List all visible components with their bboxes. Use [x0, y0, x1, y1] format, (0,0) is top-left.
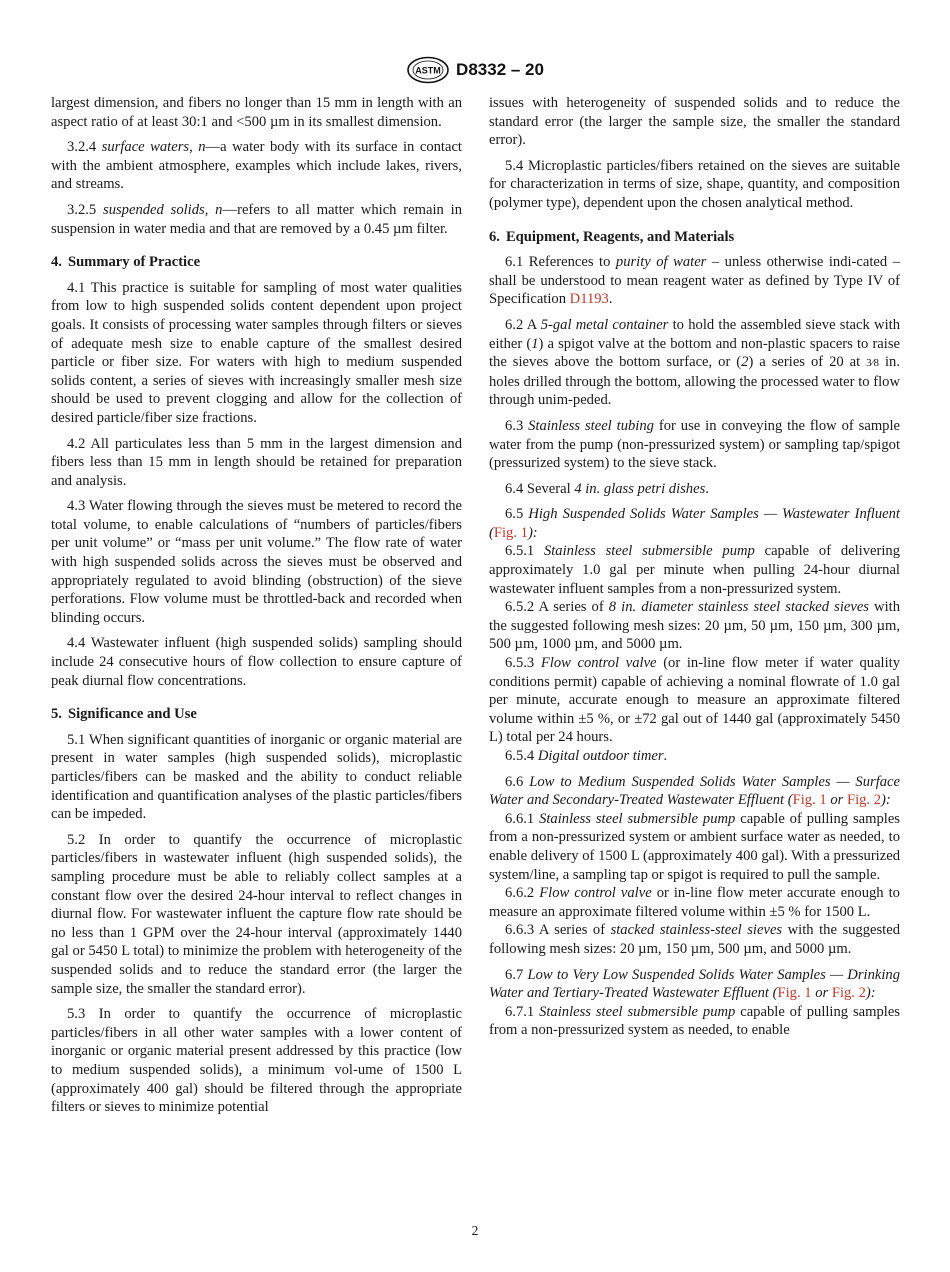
paragraph-4-1: 4.1 This practice is suitable for sampling of most water qualities from low to high suspended solids content dependent upon project goals. It consists of processing water samples through filters or sieves of adequate mesh size to enable capture of the smallest desired particle or fiber size. For waters with high to medium suspended solids content, a series of sieves with increasingly smaller mesh size should be used to prevent clogging and allow for the collection of desired particle/fiber size fractions.: [51, 279, 462, 426]
paragraph-4-4: 4.4 Wastewater influent (high suspended solids) sampling should include 24 consecutive hours of flow collection to ensure capture of peak diurnal flow concentrations.: [51, 635, 462, 689]
section-heading-4: 4. Summary of Practice: [51, 254, 201, 271]
astm-logo-icon: [406, 56, 450, 84]
right-column: [489, 94, 900, 1040]
document-designation: D8332 – 20: [456, 60, 544, 79]
section-heading-6: 6. Equipment, Reagents, and Materials: [489, 228, 735, 245]
fig-1-link[interactable]: Fig. 1: [493, 524, 528, 541]
paragraph-6-5-2: 6.5.2 A series of 8 in. diameter stainless steel stacked sieves with the suggested following mesh sizes: 20 µm, 50 µm, 150 µm, 300 µm, 500 µm, 1000 µm, and 5000 µm.: [489, 599, 900, 653]
astm-logo-text: ASTM: [415, 65, 441, 76]
fig-2-link[interactable]: Fig. 2: [846, 792, 882, 809]
fig-1-link[interactable]: Fig. 1: [792, 792, 827, 809]
paragraph-6-5-4: 6.5.4 Digital outdoor timer.: [505, 748, 668, 764]
paragraph-5-4: 5.4 Microplastic particles/fibers retained on the sieves are suitable for characterization in terms of size, shape, quantity, and composition (polymer type), dependent upon the chosen analytical method.: [489, 157, 900, 211]
paragraph-6-7: 6.7 Low to Very Low Suspended Solids Water Samples — Drinking Water and Tertiary-Treated Wastewater Effluent (Fig. 1 or Fig. 2):: [489, 966, 901, 1002]
page-header: [0, 56, 950, 84]
left-column: [51, 94, 462, 1117]
paragraph-6-5-3: 6.5.3 Flow control valve (or in-line flow meter if water quality conditions permit) capable of achieving a nominal flowrate of 1.0 gal per minute, accurate enough to measure an approximate filtered volume within ±5 %, or ±72 gal out of 1440 gal (approximately 5450 L) total per 24 hours.: [489, 655, 901, 746]
fig-1-link[interactable]: Fig. 1: [777, 985, 812, 1002]
paragraph-5-3: 5.3 In order to quantify the occurrence of microplastic particles/fibers in all other water samples with a lower content of inorganic or organic material present addressed by this practice (low to medium suspended solids), a minimum vol-ume of 1500 L (approximately 400 gal) should be filtered through the appropriate filters or sieves to minimize potential: [51, 1006, 462, 1116]
spec-d1193-link[interactable]: D1193: [569, 291, 609, 308]
paragraph-6-6: 6.6 Low to Medium Suspended Solids Water Samples — Surface Water and Secondary-Treated Wastewater Effluent (Fig. 1 or Fig. 2):: [489, 773, 901, 809]
section-heading-5: 5. Significance and Use: [51, 706, 197, 723]
paragraph-6-2: 6.2 A 5-gal metal container to hold the assembled sieve stack with either (1) a spigot valve at the bottom and non-plastic spacers to raise the sieves above the bottom surface, or (2) a series of 20 at 3⁄8 in. holes drilled through the bottom, allowing the processed water to flow through unim-peded.: [489, 316, 901, 409]
paragraph-6-6-3: 6.6.3 A series of stacked stainless-steel sieves with the suggested following mesh sizes: 20 µm, 150 µm, 500 µm, and 5000 µm.: [489, 922, 900, 957]
paragraph-3-2-4: 3.2.4 surface waters, n—a water body with its surface in contact with the ambient atmosphere, examples which include lakes, rivers, and streams.: [51, 139, 462, 193]
paragraph-6-3: 6.3 Stainless steel tubing for use in conveying the flow of sample water from the pump (non-pressurized system) or sampling tap/spigot (pressurized system) to the sieve stack.: [489, 417, 901, 472]
paragraph-continuation: largest dimension, and fibers no longer than 15 mm in length with an aspect ratio of at least 30:1 and <500 µm in its smallest dimension.: [51, 95, 462, 130]
paragraph-6-5-1: 6.5.1 Stainless steel submersible pump capable of delivering approximately 1.0 gal per minute when pulling 24-hour diurnal wastewater influent samples from a non-pressurized system.: [489, 543, 901, 597]
paragraph-4-3: 4.3 Water flowing through the sieves must be metered to record the total volume, to enable calculations of “numbers of particles/fibers per unit volume” or “mass per unit volume.” The flow rate of water with high suspended solids across the sieves must be observed and appropriately regulated to avoid blinding (obstruction) of the sieve perforations. Flow volume must be throttled-back and recorded when blinding occurs.: [51, 498, 462, 626]
paragraph-3-2-5: 3.2.5 suspended solids, n—refers to all matter which remain in suspension in water media and that are removed by a 0.45 µm filter.: [51, 201, 462, 237]
page-number: 2: [471, 1223, 479, 1238]
paragraph-continuation: issues with heterogeneity of suspended solids and to reduce the standard error (the larger the sample size, the smaller the standard error).: [489, 95, 900, 149]
paragraph-4-2: 4.2 All particulates less than 5 mm in the largest dimension and fibers less than 15 mm in length should be retained for preparation and analysis.: [51, 435, 462, 489]
fig-2-link[interactable]: Fig. 2: [831, 985, 866, 1002]
paragraph-6-7-1: 6.7.1 Stainless steel submersible pump capable of pulling samples from a non-pressurized system as needed, to enable: [489, 1003, 900, 1039]
paragraph-6-6-1: 6.6.1 Stainless steel submersible pump capable of pulling samples from a non-pressurized system or ambient surface water as needed, to enable delivery of 1500 L (approximately 400 gal). With a pressurized system/line, a sampling tap or spigot is required to pull the sample.: [489, 810, 900, 883]
paragraph-6-5: 6.5 High Suspended Solids Water Samples — Wastewater Influent (Fig. 1):: [489, 506, 900, 541]
paragraph-6-4: 6.4 Several 4 in. glass petri dishes.: [505, 480, 709, 497]
paragraph-5-2: 5.2 In order to quantify the occurrence of microplastic particles/fibers in wastewater influent (high suspended solids), the sampling procedure must be able to reliably collect samples at a constant flow over the desired 24-hour interval to reflect changes in diurnal flow. For wastewater influent the capture flow rate should be no less than 1 GPM over the 24-hour interval (approximately 1440 gal or 5450 L total) to minimize the problem with heterogeneity of the suspended solids and to reduce the standard error (the larger the sample size, the smaller the standard error).: [51, 831, 462, 997]
paragraph-6-6-2: 6.6.2 Flow control valve or in-line flow meter accurate enough to measure an approximate filtered volume within ±5 % for 1500 L.: [489, 885, 900, 920]
paragraph-5-1: 5.1 When significant quantities of inorganic or organic material are present in water samples (high suspended solids), microplastic particles/fibers can be masked and the ability to conduct reliable identification and quantification analyses of the plastic particles/fibers can be impeded.: [51, 731, 462, 823]
paragraph-6-1: 6.1 References to purity of water – unless otherwise indi-cated – shall be understood to mean reagent water as defined by Type IV of Specification D1193.: [489, 254, 900, 308]
